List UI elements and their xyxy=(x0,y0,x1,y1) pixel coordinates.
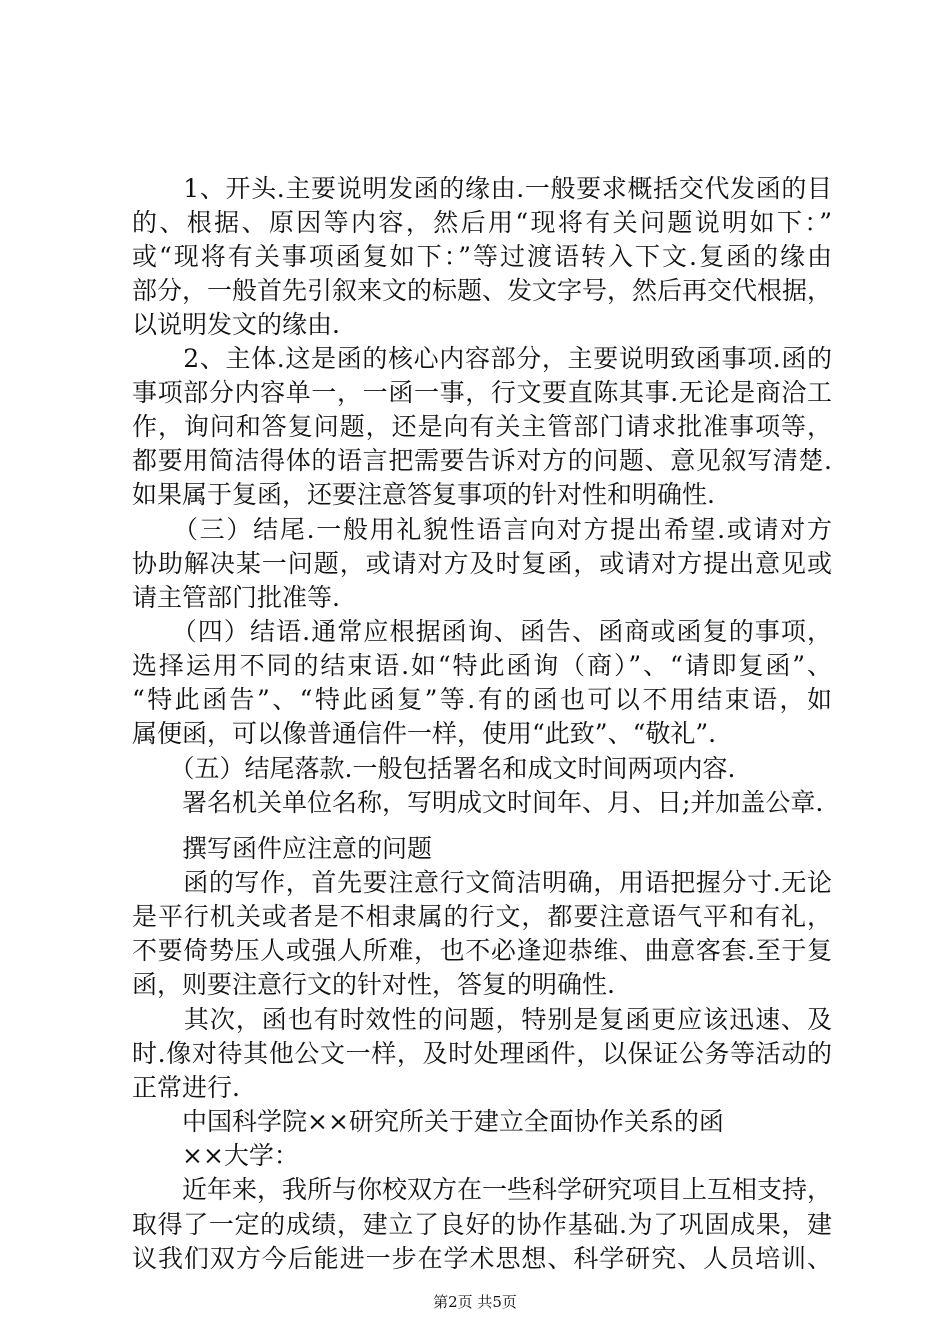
text-line: 是平行机关或者是不相隶属的行文，都要注意语气平和有礼， xyxy=(132,902,832,931)
text-line: 选择运用不同的结束语.如“特此函询（商）”、“请即复函”、 xyxy=(132,651,832,680)
text-line: 议我们双方今后能进一步在学术思想、科学研究、人员培训、 xyxy=(132,1244,832,1273)
text-line: 如果属于复函，还要注意答复事项的针对性和明确性. xyxy=(132,480,715,509)
text-line: （三）结尾.一般用礼貌性语言向对方提出希望.或请对方 xyxy=(132,515,832,544)
page-footer: 第2页 共5页 xyxy=(433,1293,517,1311)
text-line: （五）结尾落款.一般包括署名和成文时间两项内容. xyxy=(132,754,736,783)
text-line: 协助解决某一问题，或请对方及时复函，或请对方提出意见或 xyxy=(132,549,832,578)
text-line: 不要倚势压人或强人所难，也不必逢迎恭维、曲意客套.至于复 xyxy=(132,936,832,965)
text-line: 1、开头.主要说明发函的缘由.一般要求概括交代发函的目 xyxy=(132,174,832,203)
text-line: 正常进行. xyxy=(132,1073,240,1102)
text-line: 近年来，我所与你校双方在一些科学研究项目上互相支持， xyxy=(132,1175,833,1204)
text-line: 时.像对待其他公文一样，及时处理函件，以保证公务等活动的 xyxy=(132,1039,832,1068)
text-line: 都要用简洁得体的语言把需要告诉对方的问题、意见叙写清楚. xyxy=(132,446,832,475)
text-line: 或“现将有关事项函复如下：”等过渡语转入下文.复函的缘由 xyxy=(132,242,832,271)
text-line: 撰写函件应注意的问题 xyxy=(132,834,433,863)
text-line: （四）结语.通常应根据函询、函告、函商或函复的事项， xyxy=(132,617,832,646)
text-line: 部分，一般首先引叙来文的标题、发文字号，然后再交代根据， xyxy=(132,276,833,305)
text-line: ××大学： xyxy=(132,1141,299,1170)
text-line: 其次，函也有时效性的问题，特别是复函更应该迅速、及 xyxy=(132,1005,832,1034)
text-line: 的、根据、原因等内容，然后用“现将有关问题说明如下：” xyxy=(132,208,832,237)
text-line: 作，询问和答复问题，还是向有关主管部门请求批准事项等， xyxy=(132,412,832,441)
text-line: 函，则要注意行文的针对性，答复的明确性. xyxy=(132,970,615,999)
text-line: 署名机关单位名称，写明成文时间年、月、日;并加盖公章. xyxy=(132,788,824,817)
text-line: 中国科学院××研究所关于建立全面协作关系的函 xyxy=(132,1107,724,1136)
text-line: 函的写作，首先要注意行文简洁明确，用语把握分寸.无论 xyxy=(132,868,832,897)
text-line: 2、主体.这是函的核心内容部分，主要说明致函事项.函的 xyxy=(132,344,832,373)
text-line: “特此函告”、“特此函复”等.有的函也可以不用结束语，如 xyxy=(132,685,832,714)
text-line: 属便函，可以像普通信件一样，使用“此致”、“敬礼”. xyxy=(132,719,717,748)
text-line: 取得了一定的成绩，建立了良好的协作基础.为了巩固成果，建 xyxy=(132,1210,832,1239)
text-line: 请主管部门批准等. xyxy=(132,583,340,612)
text-line: 以说明发文的缘由. xyxy=(132,310,340,339)
text-line: 事项部分内容单一，一函一事，行文要直陈其事.无论是商洽工 xyxy=(132,378,832,407)
